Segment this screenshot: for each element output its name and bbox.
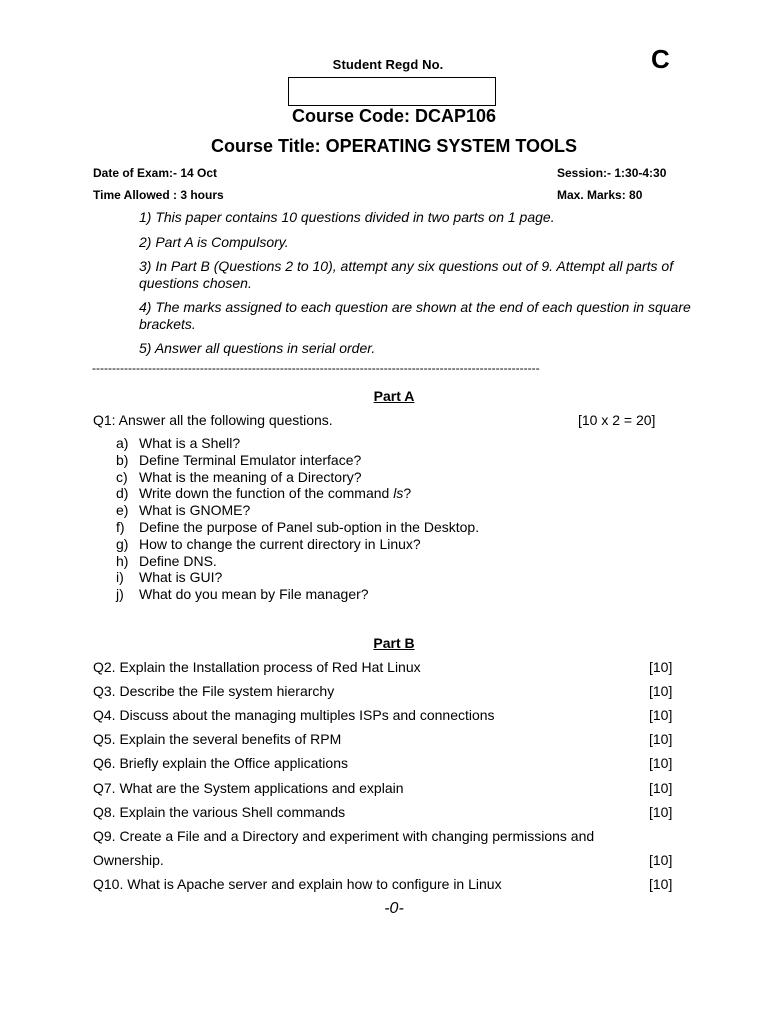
subquestion-text-main: How to change the current directory in Linux? [139,535,421,552]
part-b-question: Q9. Create a File and a Directory and experiment with changing permissions and [93,827,595,844]
subquestion-text-main: What is the meaning of a Directory? [139,468,362,485]
subquestion-text-main: Write down the function of the command [139,485,394,502]
part-b-question: Ownership. [93,851,164,868]
max-marks: Max. Marks: 80 [557,188,643,202]
exam-date: Date of Exam:- 14 Oct [93,166,218,180]
instruction-5: 5) Answer all questions in serial order. [139,340,376,356]
subquestion-text [139,553,217,570]
part-b-question: Q6. Briefly explain the Office applications [93,755,348,772]
part-b-question-marks: [10] [649,731,673,748]
subquestion-text-main: What is GUI? [139,569,223,586]
subquestion-letter: j) [116,586,124,603]
subquestion-letter: h) [116,552,129,569]
instruction-3: 3) In Part B (Questions 2 to 10), attempt any six questions out of 9. Attempt all parts of questions chosen. [139,258,674,291]
part-b-question: Q5. Explain the several benefits of RPM [93,731,342,748]
paper-set-letter: C [651,44,670,74]
subquestion-text [139,469,362,486]
part-b-question: Q2. Explain the Installation process of Red Hat Linux [93,659,421,675]
page-footer: -0- [384,900,404,917]
part-b-question-marks: [10] [649,875,673,892]
part-b-question-marks: [10] [649,683,673,700]
subquestion-text [139,435,240,452]
subquestion-text [139,536,421,553]
subquestion-command: ls [393,485,404,502]
subquestion-text-main: What is GNOME? [139,502,251,519]
subquestion-text [139,452,361,469]
course-title: Course Title: OPERATING SYSTEM TOOLS [210,136,578,156]
subquestion-text-main: Define Terminal Emulator interface? [139,451,362,468]
part-b-question-marks: [10] [649,707,673,724]
subquestion-text-end: ? [403,485,412,502]
subquestion-text [139,519,479,536]
subquestion-letter: i) [116,569,124,586]
subquestion-text-main: What do you mean by File manager? [139,586,369,603]
subquestion-letter: f) [116,519,125,535]
part-b-question: Q7. What are the System applications and explain [93,779,404,796]
part-b-question: Q3. Describe the File system hierarchy [93,683,335,700]
part-b-question: Q8. Explain the various Shell commands [93,803,346,820]
part-b-question-marks: [10] [649,851,673,868]
instruction-1: 1) This paper contains 10 questions divided in two parts on 1 page. [139,209,555,225]
subquestion-letter: b) [116,451,129,468]
time-allowed: Time Allowed : 3 hours [93,188,224,202]
q1-text: Q1: Answer all the following questions. [93,412,333,428]
instruction-2: 2) Part A is Compulsory. [139,234,289,250]
subquestion-letter: e) [116,502,129,519]
subquestion-text [139,485,411,502]
subquestion-letter: g) [116,535,129,552]
subquestion-text-main: Define DNS. [139,552,217,569]
exam-session: Session:- 1:30-4:30 [557,166,667,180]
subquestion-text [139,586,369,603]
subquestion-text-main: Define the purpose of Panel sub-option in the Desktop. [139,519,480,535]
course-code: Course Code: DCAP106 [291,106,497,126]
part-b-question-marks: [10] [649,803,673,820]
subquestion-letter: c) [116,468,128,485]
part-b-question-marks: [10] [649,779,673,796]
separator-line: ---------------------------------------------------------------------------------------------------------------- [92,361,540,375]
part-b-question: Q10. What is Apache server and explain how to configure in Linux [93,875,502,892]
part-a-heading: Part A [373,388,415,404]
subquestion-text [139,569,222,586]
subquestion-letter: d) [116,485,129,502]
regd-number-box [288,77,496,106]
part-b-heading: Part B [373,635,415,651]
part-b-question-marks: [10] [649,659,673,675]
part-b-question: Q4. Discuss about the managing multiples ISPs and connections [93,707,495,724]
subquestion-text-main: What is a Shell? [139,435,241,451]
part-b-question-marks: [10] [649,755,673,772]
instruction-4: 4) The marks assigned to each question are shown at the end of each question in square brackets. [139,299,691,332]
student-regd-label: Student Regd No. [332,57,444,72]
subquestion-text [139,502,250,519]
subquestion-letter: a) [116,435,129,451]
q1-marks: [10 x 2 = 20] [578,412,656,428]
